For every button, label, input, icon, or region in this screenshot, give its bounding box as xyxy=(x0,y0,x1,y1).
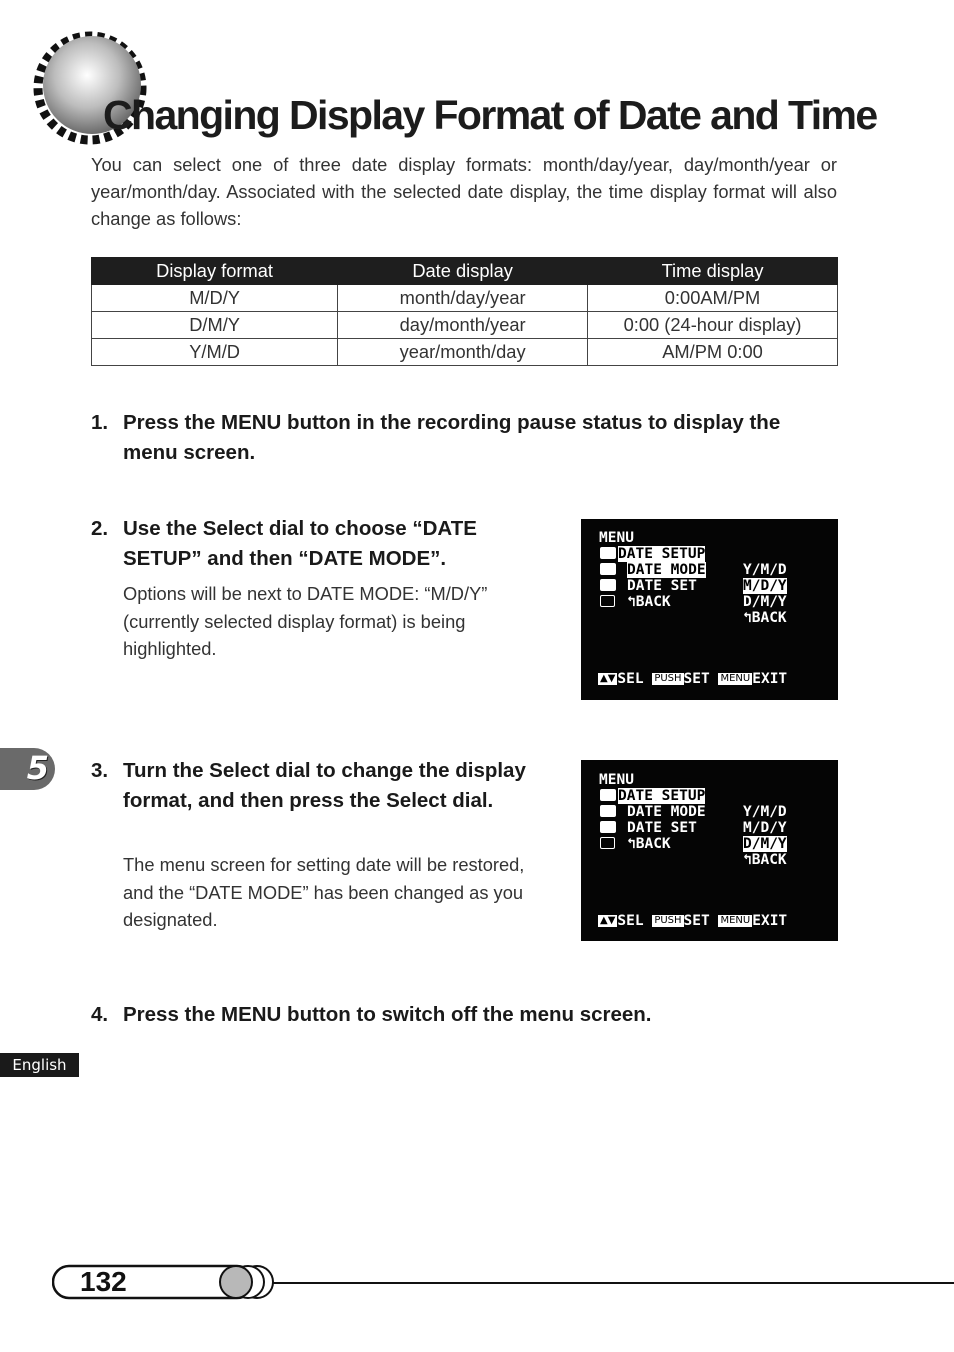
page-number: 132 xyxy=(80,1266,127,1297)
page-footer-decoration xyxy=(52,1263,954,1303)
step-text: Press the MENU button to switch off the menu screen. xyxy=(123,1003,652,1026)
etc-icon xyxy=(600,579,616,591)
arrows-icon: ▲▼ xyxy=(600,915,616,926)
screen-option-back: ↰BACK xyxy=(743,852,787,868)
table-cell: M/D/Y xyxy=(92,285,338,312)
footer-sel: SEL xyxy=(617,671,644,687)
screen-date-setup: DATE SETUP xyxy=(618,788,706,804)
footer-exit: EXIT xyxy=(752,671,788,687)
menu-screen-date-mode xyxy=(581,519,838,700)
step-4 xyxy=(91,1000,838,1030)
screen-back-label: BACK xyxy=(635,594,671,610)
footer-sel: SEL xyxy=(617,913,644,929)
table-cell: D/M/Y xyxy=(92,312,338,339)
table-row xyxy=(92,312,838,339)
camera-icon xyxy=(600,547,616,559)
table-header-cell: Date display xyxy=(338,258,588,285)
screen-option-mdy: M/D/Y xyxy=(743,578,787,594)
screen-menu-label: MENU xyxy=(599,530,634,546)
screen-back: ↰BACK xyxy=(627,836,671,852)
table-header-cell: Display format xyxy=(92,258,338,285)
menu-key: MENU xyxy=(720,673,751,684)
screen-back-label: BACK xyxy=(751,610,787,626)
step-text: Turn the Select dial to change the display format, and then press the Select dial. xyxy=(123,759,526,812)
screen-option-mdy: M/D/Y xyxy=(743,820,787,836)
step-number: 1. xyxy=(91,411,109,434)
screen-footer xyxy=(598,671,787,687)
table-row xyxy=(92,339,838,366)
screen-date-mode: DATE MODE xyxy=(627,562,706,578)
step-text: Use the Select dial to choose “DATE SETUP” and then “DATE MODE”. xyxy=(123,517,477,570)
screen-option-dmy: D/M/Y xyxy=(743,594,787,610)
chapter-tab xyxy=(0,748,55,790)
table-cell: 0:00AM/PM xyxy=(588,285,838,312)
table-cell: year/month/day xyxy=(338,339,588,366)
camera-icon xyxy=(600,789,616,801)
step-3 xyxy=(91,756,531,816)
screen-date-mode: DATE MODE xyxy=(627,804,706,820)
etc-icon xyxy=(600,821,616,833)
table-row xyxy=(92,285,838,312)
menu-screen-date-mode-changed xyxy=(581,760,838,941)
footer-exit: EXIT xyxy=(752,913,788,929)
format-table xyxy=(91,257,838,366)
step-number: 4. xyxy=(91,1003,109,1026)
language-label: English xyxy=(0,1053,79,1077)
table-cell: 0:00 (24-hour display) xyxy=(588,312,838,339)
screen-option-ymd: Y/M/D xyxy=(743,804,787,820)
table-header-row xyxy=(92,258,838,285)
footer-set: SET xyxy=(683,671,710,687)
arrows-icon: ▲▼ xyxy=(600,673,616,684)
screen-back-label: BACK xyxy=(751,852,787,868)
screen-date-set: DATE SET xyxy=(627,820,697,836)
screen-back: ↰BACK xyxy=(627,594,671,610)
step-number: 3. xyxy=(91,759,109,782)
step-3-note: The menu screen for setting date will be restored, and the “DATE MODE” has been changed as you designated. xyxy=(123,854,525,930)
footer-set: SET xyxy=(683,913,710,929)
page-title: Changing Display Format of Date and Time xyxy=(103,92,877,138)
step-text: Press the MENU button in the recording pause status to display the menu screen. xyxy=(123,411,781,464)
chapter-number: 5 xyxy=(26,749,49,787)
screen-back-label: BACK xyxy=(635,836,671,852)
dvd-icon xyxy=(600,563,616,575)
screen-option-back: ↰BACK xyxy=(743,610,787,626)
table-cell: month/day/year xyxy=(338,285,588,312)
screen-footer xyxy=(598,913,787,929)
table-cell: Y/M/D xyxy=(92,339,338,366)
screen-option-ymd: Y/M/D xyxy=(743,562,787,578)
step-1 xyxy=(91,408,838,468)
step-number: 2. xyxy=(91,517,109,540)
table-cell: AM/PM 0:00 xyxy=(588,339,838,366)
push-key: PUSH xyxy=(654,915,682,926)
table-header-cell: Time display xyxy=(588,258,838,285)
table-cell: day/month/year xyxy=(338,312,588,339)
step-2 xyxy=(91,514,531,574)
screen-option-dmy: D/M/Y xyxy=(743,836,787,852)
step-2-note: Options will be next to DATE MODE: “M/D/Y” (currently selected display format) is being highlighted. xyxy=(123,583,488,659)
screen-date-setup: DATE SETUP xyxy=(618,546,706,562)
screen-menu-label: MENU xyxy=(599,772,634,788)
menu-key: MENU xyxy=(720,915,751,926)
screen-date-set: DATE SET xyxy=(627,578,697,594)
dvd-icon xyxy=(600,805,616,817)
clock-icon xyxy=(600,837,615,849)
push-key: PUSH xyxy=(654,673,682,684)
intro-paragraph: You can select one of three date display formats: month/day/year, day/month/year or year/month/day. Associated with the selected date display, the time display format will also change as follows: xyxy=(91,154,837,229)
clock-icon xyxy=(600,595,615,607)
